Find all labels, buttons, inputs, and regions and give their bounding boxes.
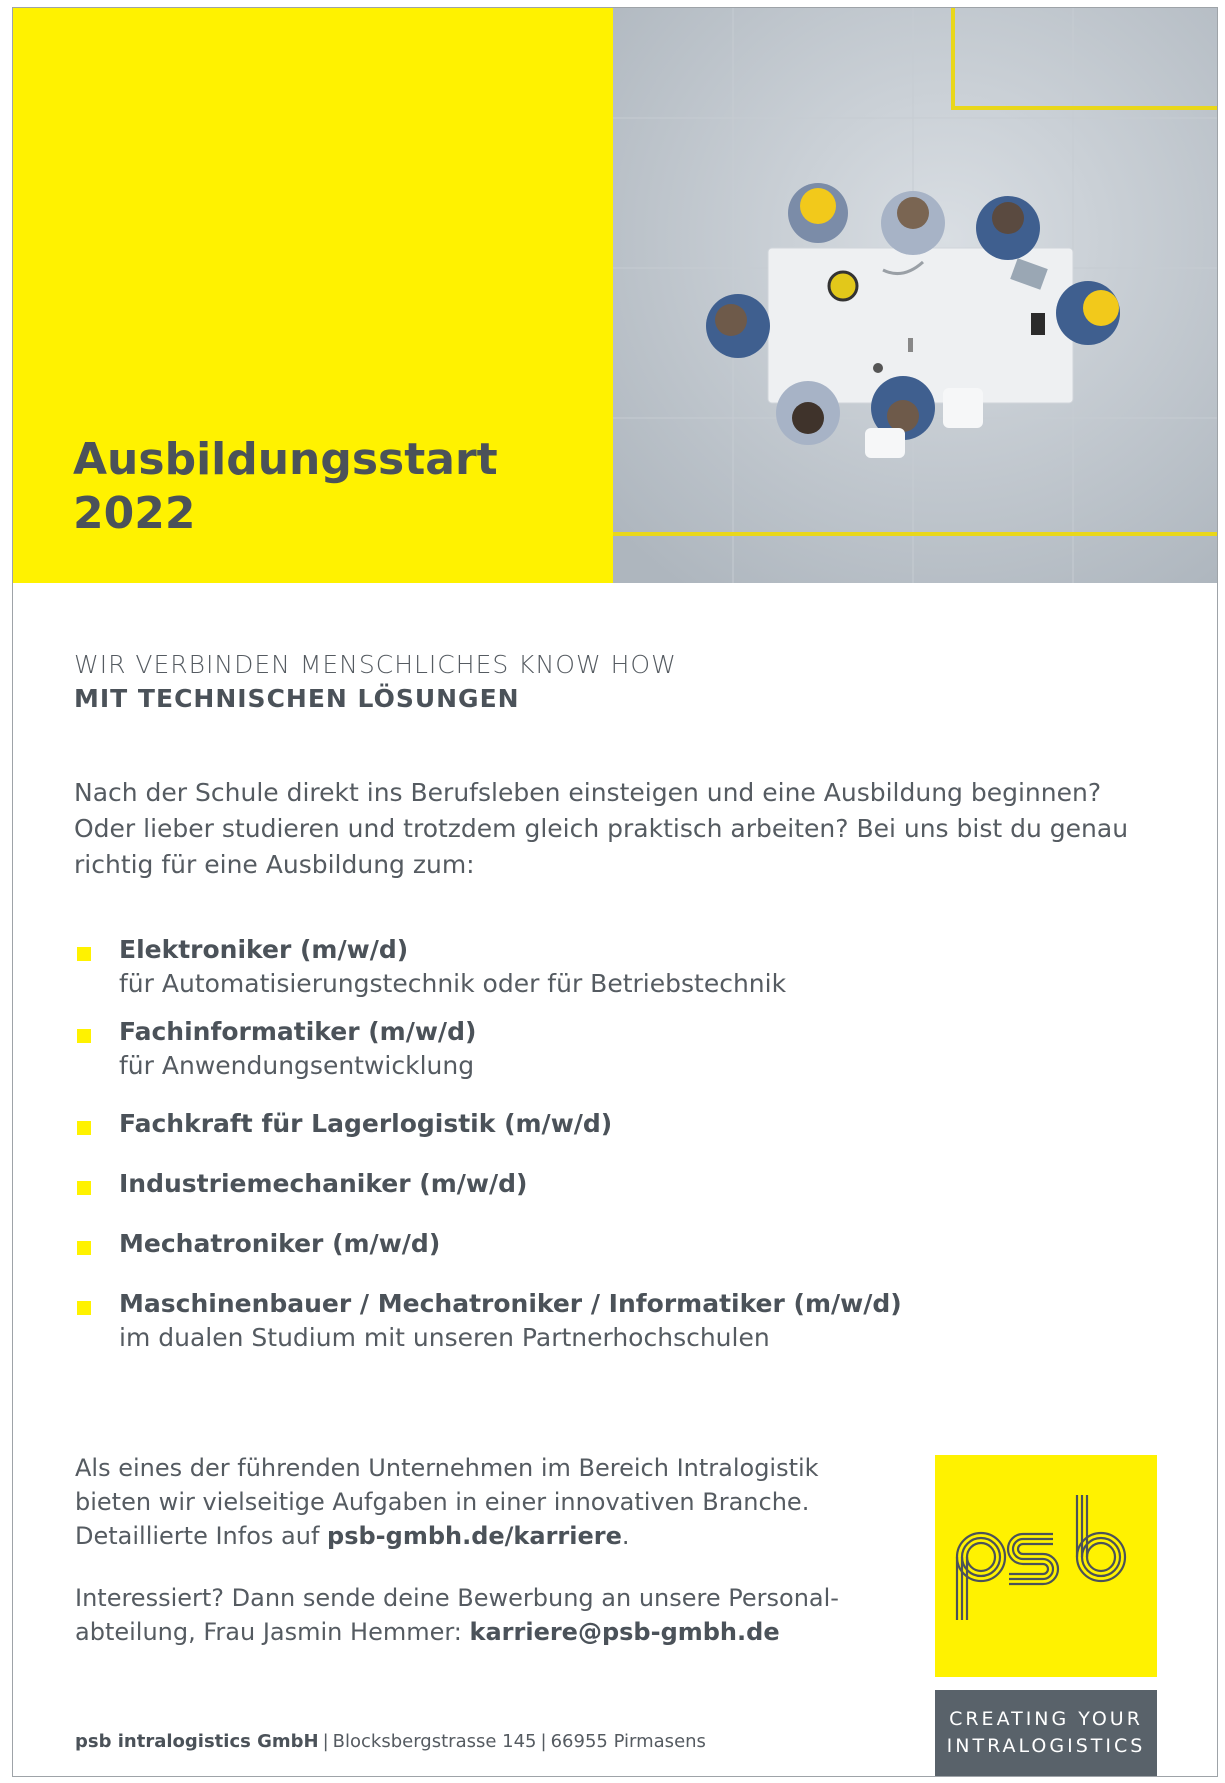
team-meeting-photo: [613, 8, 1218, 583]
hero-section: [13, 8, 1218, 583]
bullet-square-icon: [77, 1029, 91, 1043]
separator: |: [540, 1731, 547, 1752]
company-description: [75, 1451, 915, 1553]
job-subtitle: für Automatisierungstechnik oder für Betriebstechnik: [119, 969, 787, 998]
about-line-2: bieten wir vielseitige Aufgaben in einer innovativen Branche.: [75, 1488, 810, 1516]
job-subtitle: im dualen Studium mit unseren Partnerhochschulen: [119, 1323, 770, 1352]
street-address: Blocksbergstrasse 145: [332, 1731, 537, 1752]
list-item: [74, 1227, 1174, 1261]
slogan-box: [935, 1690, 1157, 1777]
job-title: Mechatroniker (m/w/d): [119, 1229, 441, 1258]
list-item: [74, 1015, 1174, 1083]
page-title: [73, 433, 498, 541]
title-line-2: 2022: [73, 488, 196, 539]
job-title: Maschinenbauer / Mechatroniker / Informatiker (m/w/d): [119, 1289, 902, 1318]
career-link[interactable]: psb-gmbh.de/karriere: [327, 1522, 622, 1550]
tagline-line-1: WIR VERBINDEN MENSCHLICHES KNOW HOW: [74, 650, 677, 679]
apply-line-2-prefix: abteilung, Frau Jasmin Hemmer:: [75, 1618, 470, 1646]
job-title: Fachinformatiker (m/w/d): [119, 1017, 477, 1046]
tagline: [74, 648, 677, 716]
bullet-square-icon: [77, 1121, 91, 1135]
footer-address: [75, 1731, 706, 1752]
company-name: psb intralogistics GmbH: [75, 1731, 319, 1752]
psb-logo: [935, 1455, 1157, 1677]
slogan-line-1: CREATING YOUR: [949, 1708, 1143, 1730]
list-item: [74, 1107, 1174, 1141]
about-line-1: Als eines der führenden Unternehmen im Bereich Intralogistik: [75, 1454, 819, 1482]
job-title: Industriemechaniker (m/w/d): [119, 1169, 528, 1198]
intro-paragraph: Nach der Schule direkt ins Berufsleben einsteigen und eine Ausbildung beginnen? Oder lieber studieren und trotzdem gleich praktisch arbeiten? Bei uns bist du genau richtig für eine Ausbildung zum:: [74, 778, 1129, 879]
bullet-square-icon: [77, 947, 91, 961]
email-link[interactable]: karriere@psb-gmbh.de: [469, 1618, 780, 1646]
advertisement: [12, 7, 1218, 1777]
application-info: [75, 1581, 915, 1649]
list-item: [74, 1167, 1174, 1201]
psb-logo-mark-icon: [935, 1455, 1157, 1677]
job-list: [74, 933, 1174, 1355]
separator: |: [322, 1731, 329, 1752]
job-title: Elektroniker (m/w/d): [119, 935, 409, 964]
city-address: 66955 Pirmasens: [550, 1731, 706, 1752]
slogan-line-2: INTRALOGISTICS: [946, 1735, 1146, 1757]
job-subtitle: für Anwendungsentwicklung: [119, 1051, 475, 1080]
tagline-line-2: MIT TECHNISCHEN LÖSUNGEN: [74, 684, 520, 713]
bullet-square-icon: [77, 1301, 91, 1315]
about-line-3-prefix: Detaillierte Infos auf: [75, 1522, 328, 1550]
list-item: [74, 1287, 1174, 1355]
hero-yellow-panel: [13, 8, 613, 583]
list-item: [74, 933, 1174, 1001]
bullet-square-icon: [77, 1181, 91, 1195]
job-title: Fachkraft für Lagerlogistik (m/w/d): [119, 1109, 613, 1138]
bullet-square-icon: [77, 1241, 91, 1255]
about-line-3-suffix: .: [621, 1522, 630, 1550]
apply-line-1: Interessiert? Dann sende deine Bewerbung an unsere Personal-: [75, 1584, 839, 1612]
title-line-1: Ausbildungsstart: [73, 434, 498, 485]
